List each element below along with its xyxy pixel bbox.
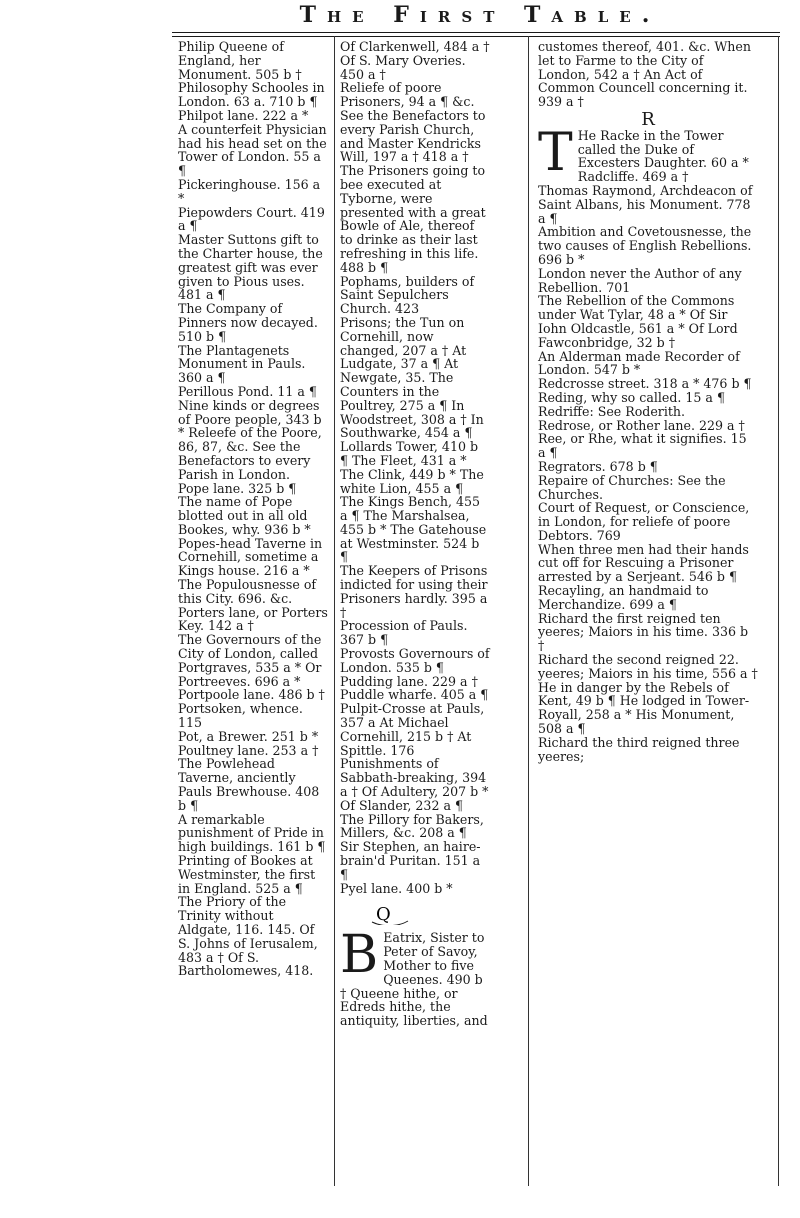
index-entry: Master Suttons gift to the Charter house, the greatest gift was ever given to Pious uses. 481 a ¶ xyxy=(178,232,323,303)
index-entry: Perillous Pond. 11 a ¶ xyxy=(178,383,317,399)
index-entry: Provosts Governours of London. 535 b ¶ xyxy=(340,646,490,675)
q-section-ornament xyxy=(370,903,410,925)
section-letter-r: R xyxy=(641,108,655,130)
index-column-1 xyxy=(178,40,328,978)
index-column-2 xyxy=(340,40,490,1028)
index-entry: Piepowders Court. 419 a ¶ xyxy=(178,204,325,234)
index-entry: Redrose, or Rother lane. 229 a † xyxy=(538,417,745,433)
page-right-border xyxy=(778,36,779,1186)
index-entry: Pope lane. 325 b ¶ xyxy=(178,480,297,496)
column-divider-2 xyxy=(528,36,529,1186)
index-entry: When three men had their hands cut off for Rescuing a Prisoner arrested by a Serjeant. 546 b ¶ xyxy=(538,541,749,585)
column-divider-1 xyxy=(334,36,335,1186)
index-entry: Redriffe: See Roderith. xyxy=(538,403,686,419)
index-entry: The Populousnesse of this City. 696. &c. xyxy=(178,577,317,606)
index-entry: Printing of Bookes at Westminster, the first in England. 525 a ¶ xyxy=(178,853,316,896)
index-column-3 xyxy=(538,40,758,763)
index-entry: Richard the third reigned three yeeres; xyxy=(538,734,740,764)
index-entry: Portpoole lane. 486 b † xyxy=(178,687,325,703)
index-entry: Reding, why so called. 15 a ¶ xyxy=(538,389,725,405)
index-entry: Sir Stephen, an haire-brain'd Puritan. 151 a ¶ xyxy=(340,839,481,882)
index-entry: Portsoken, whence. 115 xyxy=(178,701,303,731)
index-entry: Pulpit-Crosse at Pauls, 357 a At Michael Cornehill, 215 b † At Spittle. 176 xyxy=(340,701,485,758)
header-rule-bottom xyxy=(172,36,780,37)
index-entry: Popes-head Taverne in Cornehill, sometime a Kings house. 216 a * xyxy=(178,535,323,579)
r-section-first-entry xyxy=(538,122,758,185)
racke-entry-text: He Racke in the Tower called the Duke of Excesters Daughter. 60 a * Radcliffe. 469 a † xyxy=(577,127,749,185)
index-entry: The Company of Pinners now decayed. 510 b ¶ xyxy=(178,301,318,344)
index-entry: The Rebellion of the Commons under Wat Tylar, 48 a * Of Sir Iohn Oldcastle, 561 a * Of Lord Fawconbridge, 32 b † xyxy=(538,293,738,350)
index-entry: London never the Author of any Rebellion. 701 xyxy=(538,265,742,295)
index-entry: The name of Pope blotted out in all old Bookes, why. 936 b * xyxy=(178,494,311,537)
index-entry: Procession of Pauls. 367 b ¶ xyxy=(340,618,468,648)
index-entry: The Priory of the Trinity without Aldgate, 116. 145. Of S. Johns of Ierusalem, 483 a † Of S. Bartholomewes, 418. xyxy=(178,894,318,979)
header-rule-top xyxy=(172,32,780,33)
index-entry: Reliefe of poore Prisoners, 94 a ¶ &c. See the Benefactors to every Parish Church, and Master Kendricks Will, 197 a † 418 a † The Prisoners going to bee executed at Tyborne, were presented with a great Bowle of Ale, thereof to drinke as their last refreshing in this life. 488 b ¶ xyxy=(340,80,486,275)
index-entry: Repaire of Churches: See the Churches. xyxy=(538,472,726,502)
index-entry: Philip Queene of England, her Monument. 505 b † xyxy=(178,39,302,82)
index-entry: Puddle wharfe. 405 a ¶ xyxy=(340,687,489,703)
index-entry: Ambition and Covetousnesse, the two causes of English Rebellions. 696 b * xyxy=(538,224,752,267)
index-entry: Punishments of Sabbath-breaking, 394 a † Of Adultery, 207 b * Of Slander, 232 a ¶ The Pillory for Bakers, Millers, &c. 208 a ¶ xyxy=(340,756,489,841)
index-entry: A remarkable punishment of Pride in high buildings. 161 b ¶ xyxy=(178,811,326,855)
index-entry: The Governours of the City of London, called Portgraves, 535 a * Or Portreeves. 696 a * xyxy=(178,632,322,689)
index-entry: An Alderman made Recorder of London. 547 b * xyxy=(538,348,740,378)
index-entry: The Keepers of Prisons indicted for using their Prisoners hardly. 395 a † xyxy=(340,563,488,620)
index-entry: Of Clarkenwell, 484 a † Of S. Mary Overies. 450 a † xyxy=(340,39,490,82)
index-entry: Court of Request, or Conscience, in London, for reliefe of poore Debtors. 769 xyxy=(538,500,750,543)
page-header-title: The First Table. xyxy=(299,2,661,28)
index-entry: Philosophy Schooles in London. 63 a. 710 b ¶ xyxy=(178,80,325,110)
index-entry: A counterfeit Physician had his head set on the Tower of London. 55 a ¶ xyxy=(178,121,327,179)
index-entry: Recayling, an handmaid to Merchandize. 699 a ¶ xyxy=(538,583,709,612)
index-entry: The Powlehead Taverne, anciently Pauls Brewhouse. 408 b ¶ xyxy=(178,756,320,813)
svg-text:Q: Q xyxy=(376,904,391,926)
index-entry: Pudding lane. 229 a † xyxy=(340,673,478,689)
index-entry: Pot, a Brewer. 251 b * xyxy=(178,728,319,744)
index-entry: customes thereof, 401. &c. When let to Farme to the City of London, 542 a † An Act of Common Councell concerning it. 939 a † xyxy=(538,39,751,110)
index-entry: Prisons; the Tun on Cornehill, now changed, 207 a † At Ludgate, 37 a ¶ At Newgate, 35. The Counters in the Poultrey, 275 a ¶ In Woodstreet, 308 a † In Southwarke, 454 a ¶ Lollards Tower, 410 b ¶ The Fleet, 431 a * The Clink, 449 b * The white Lion, 455 a ¶ The Kings Bench, 455 a ¶ The Marshalsea, 455 b * The Gatehouse at Westminster. 524 b ¶ xyxy=(340,314,487,565)
index-entry: Redcrosse street. 318 a * 476 b ¶ xyxy=(538,376,752,392)
beatrix-entry-text: Eatrix, Sister to Peter of Savoy, Mother to five Queenes. 490 b † Queene hithe, or Edreds hithe, the antiquity, liberties, and xyxy=(340,930,488,1029)
q-section-entry xyxy=(340,925,490,1029)
index-entry: Porters lane, or Porters Key. 142 a † xyxy=(178,604,328,634)
index-entry: Pickeringhouse. 156 a * xyxy=(178,176,321,206)
index-entry: Richard the first reigned ten yeeres; Maiors in his time. 336 b † xyxy=(538,610,749,654)
index-entry: The Plantagenets Monument in Pauls. 360 a ¶ xyxy=(178,342,306,386)
drop-cap-t: T xyxy=(538,122,573,183)
index-entry: Pyel lane. 400 b * xyxy=(340,880,453,896)
index-entry: Regrators. 678 b ¶ xyxy=(538,458,658,474)
index-entry: Nine kinds or degrees of Poore people, 343 b * Releefe of the Poore, 86, 87, &c. See the Benefactors to every Parish in London. xyxy=(178,397,322,482)
index-entry: Richard the second reigned 22. yeeres; Maiors in his time, 556 a † He in danger by the Rebels of Kent, 49 b ¶ He lodged in Tower-Royall, 258 a * His Monument, 508 a ¶ xyxy=(538,652,758,737)
index-entry: Philpot lane. 222 a * xyxy=(178,107,309,123)
index-entry: Ree, or Rhe, what it signifies. 15 a ¶ xyxy=(538,431,747,461)
index-entry: Pophams, builders of Saint Sepulchers Church. 423 xyxy=(340,273,475,317)
index-entry: Poultney lane. 253 a † xyxy=(178,742,319,758)
index-entry: Thomas Raymond, Archdeacon of Saint Albans, his Monument. 778 a ¶ xyxy=(538,182,753,226)
drop-cap-b: B xyxy=(340,925,379,986)
